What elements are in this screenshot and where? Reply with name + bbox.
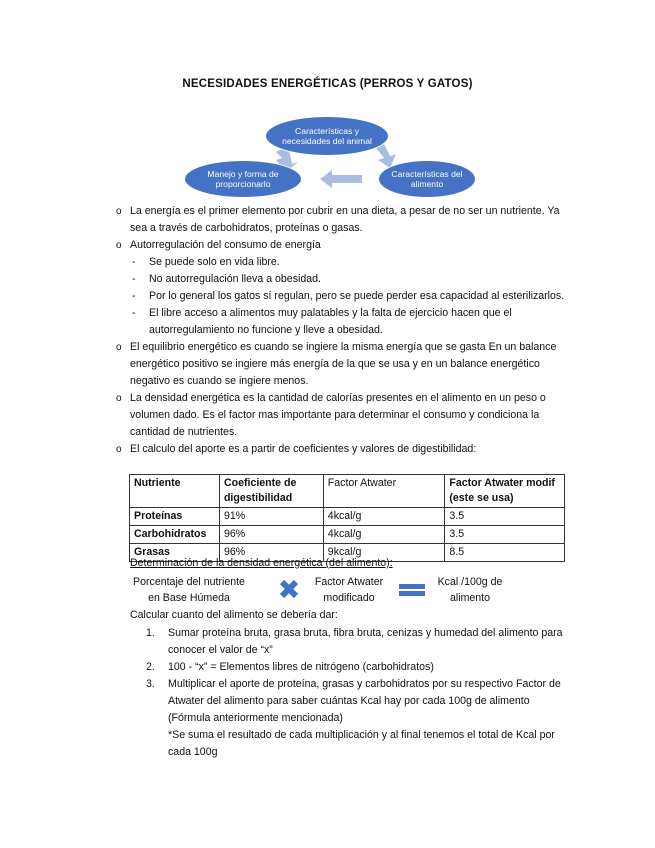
table-cell: 96% — [219, 544, 323, 562]
sub-bullet: - No autorregulación lleva a obesidad. — [130, 271, 576, 288]
bullet-energy: o La energía es el primer elemento por cubrir en una dieta, a pesar de no ser un nutriente. Ya sea a través de carbohidratos, proteínas o gasas. — [116, 203, 576, 237]
arrow-left-icon — [320, 170, 362, 188]
digestibility-table — [129, 474, 565, 562]
step-item — [146, 676, 566, 727]
step-text: 100 - “x” = Elementos libres de nitrógeno (carbohidratos) — [168, 661, 434, 673]
bullet-balance: o El equilibrio energético es cuando se ingiere la misma energía que se gasta En un balance energético positivo se ingiere más energía de la que se usa y en un balance energético negativo es cuando se ingiere menos. — [116, 339, 576, 390]
step-number: 2. — [146, 661, 155, 673]
table-cell: 91% — [219, 508, 323, 526]
step-item — [146, 625, 566, 659]
table-header: Factor Atwater modif (este se usa) — [445, 475, 565, 508]
cycle-diagram — [180, 112, 480, 200]
table-cell: 4kcal/g — [323, 526, 445, 544]
bullet-autoregulation-text: Autorregulación del consumo de energía — [130, 239, 321, 251]
table-cell: Grasas — [130, 544, 220, 562]
table-row — [130, 508, 565, 526]
sub-bullet: - Se puede solo en vida libre. — [130, 254, 576, 271]
formula-term-atwater: Factor Atwater modificado — [314, 576, 384, 604]
table-cell: 9kcal/g — [323, 544, 445, 562]
bullet-density: o La densidad energética es la cantidad de calorías presentes en el alimento en un peso o volumen dado. Es el factor mas importante para determinar el consumo y condiciona la cantidad de nutrientes. — [116, 390, 576, 441]
formula-result: Kcal /100g de alimento — [437, 576, 503, 604]
calc-intro: Calcular cuanto del alimento se debería dar: — [130, 609, 338, 621]
table-cell: 4kcal/g — [323, 508, 445, 526]
table-header: Coeficiente de digestibilidad — [219, 475, 323, 508]
node-handling: Manejo y forma de proporcionarlo — [184, 160, 302, 198]
table-header: Factor Atwater — [323, 475, 445, 508]
step-number: 3. — [146, 678, 155, 690]
density-heading: Determinación de la densidad energética (del alimento): — [130, 557, 393, 569]
table-cell: Proteínas — [130, 508, 220, 526]
table-cell: 96% — [219, 526, 323, 544]
note-text: *Se suma el resultado de cada multiplicación y al final tenemos el total de Kcal por cada 100g — [168, 729, 555, 758]
equals-icon — [398, 582, 426, 598]
table-header: Nutriente — [130, 475, 220, 508]
page-title: NECESIDADES ENERGÉTICAS (PERROS Y GATOS) — [182, 78, 473, 90]
table-row — [130, 526, 565, 544]
bullet-autoregulation — [116, 237, 576, 339]
step-number: 1. — [146, 627, 155, 639]
step-text: Sumar proteína bruta, grasa bruta, fibra bruta, cenizas y humedad del alimento para conocer el valor de “x” — [168, 627, 563, 656]
step-note — [146, 727, 566, 761]
steps-list — [146, 625, 566, 761]
main-bullet-list — [116, 203, 576, 458]
sub-bullet: - El libre acceso a alimentos muy palatables y la falta de ejercicio hacen que el autorregulamiento no funcione y lleve a obesidad. — [130, 305, 576, 339]
table-cell: 3.5 — [445, 508, 565, 526]
table-header-row — [130, 475, 565, 508]
sub-bullet: - Por lo general los gatos sí regulan, pero se puede perder esa capacidad al esterilizarlos. — [130, 288, 576, 305]
sub-bullet-list — [130, 254, 576, 339]
formula-term-nutrient: Porcentaje del nutriente en Base Húmeda — [133, 576, 245, 604]
node-animal-needs: Características y necesidades del animal — [265, 116, 389, 156]
node-food-characteristics: Características del alimento — [378, 160, 476, 198]
table-cell: 8.5 — [445, 544, 565, 562]
bullet-calculation: o El calculo del aporte es a partir de coeficientes y valores de digestibilidad: — [116, 441, 576, 458]
multiply-icon — [278, 578, 300, 600]
step-text: Multiplicar el aporte de proteína, grasas y carbohidratos por su respectivo Factor de Atwater del alimento para saber cuántas Kcal hay por cada 100g de alimento (Fórmula anteriormente mencionada) — [168, 678, 561, 724]
table-cell: 3.5 — [445, 526, 565, 544]
table-cell: Carbohidratos — [130, 526, 220, 544]
step-item — [146, 659, 566, 676]
